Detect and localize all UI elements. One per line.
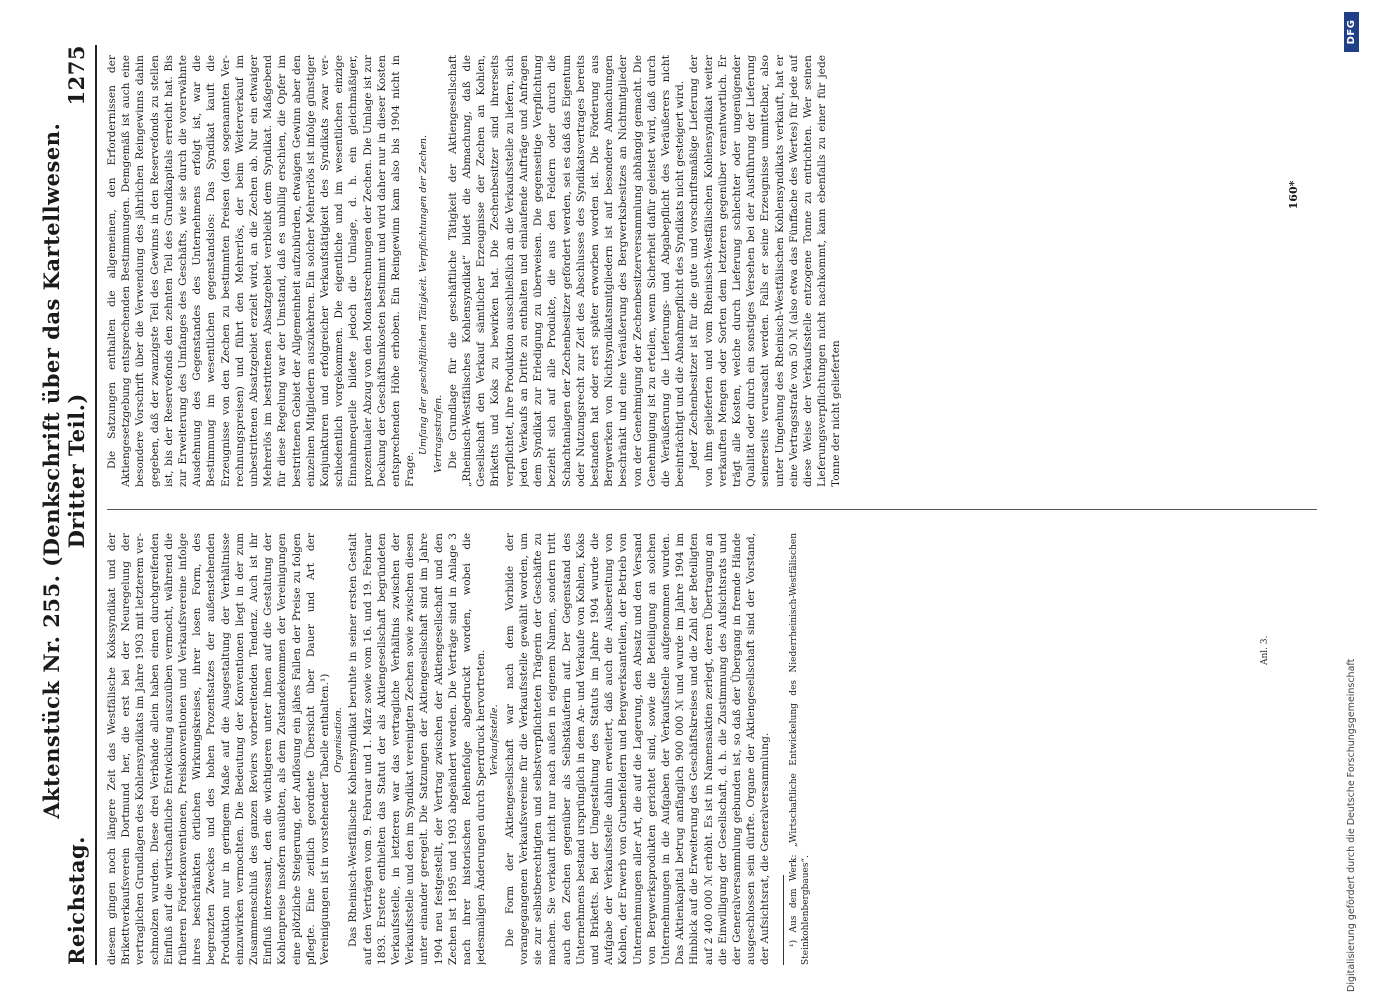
dfg-logo: DFG <box>1344 12 1359 52</box>
paragraph: Die Satzungen enthalten die allgemeinen, den Erfordernissen der Aktiengesetzgebung entsprechenden Bestimmungen. Demgemäß ist auch eine besondere Vorschrift über die Verwendung des jährlichen Reingewinns dahin gegeben, daß der zwanzigste Teil des Gewinns in den Reservefonds zu stellen ist, bis der Reservefonds den zehnten Teil des Grundkapitals erreicht hat. Bis zur Erweiterung des Umfanges des Geschäfts, wie sie durch die vorerwähnte Ausdehnung des Gegenstandes des Unternehmens erfolgt ist, war die Bestimmung im wesentlichen gegenstandslos: Das Syndikat kauft die Erzeugnisse von den Zechen zu bestimmten Preisen (den sogenannten Verrechnungspreisen) und führt den Mehrerlös, der beim Weiterverkauf im unbestrittenen Absatzgebiet erzielt wird, an die Zechen ab. Nur ein etwaiger Mehrerlös im bestrittenen Absatzgebiet verbleibt dem Syndikat. Maßgebend für diese Regelung war der Umstand, daß es unbillig erschien, die Opfer im bestrittenen Gebiet der Allgemeinheit aufzubürden, etwaigen Gewinn aber den einzelnen Mitgliedern auszukehren. Ein solcher Mehrerlös ist infolge günstiger Konjunkturen und erfolgreicher Verkaufstätigkeit des Syndikats zwar verschiedentlich vorgekommen. Die eigentliche und im wesentlichen einzige Einnahmequelle bildete jedoch die Umlage, d. h. ein gleichmäßiger, prozentualer Abzug von den Monatsrechnungen der Zechen. Die Umlage ist zur Deckung der Geschäftsunkosten bestimmt und wird daher nur in dieser Kosten entsprechenden Höhe erhoben. Ein Reingewinn kam also bis 1904 nicht in Frage. <box>106 55 417 487</box>
section-heading-verkaufsstelle: Verkaufsstelle. <box>489 704 501 776</box>
paragraph: Die Grundlage für die geschäftliche Tätigkeit der Aktiengesellschaft „Rheinisch-Westfälisches Kohlensyndikat“ bildet die Abmachung, daß die Gesellschaft den Verkauf sämtlicher Erzeugnisse der Zechen an Kohlen, Briketts und Koks zu bewirken hat. Die Zechenbesitzer sind ihrerseits verpflichtet, ihre Produktion ausschließlich an die Verkaufsstelle zu liefern, sich jeden Verkaufs an Dritte zu enthalten und einlaufende Aufträge und Anfragen dem Syndikat zur Erledigung zu überweisen. Die gegenseitige Verpflichtung bezieht sich auf alle Produkte, die aus den Feldern oder durch die Schachtanlagen der Zechenbesitzer gefördert werden, sei es daß das Eigentum oder Nutzungsrecht zur Zeit des Abschlusses des Syndikatsvertrages bereits bestanden hat oder erst später erworben worden ist. Die Förderung aus Bergwerken von Nichtsyndikatsmitgliedern ist auf besondere Abmachungen beschränkt und eine Veräußerung des Bergwerksbesitzes an Nichtmitglieder von der Genehmigung der Zechenbesitzerversammlung abhängig gemacht. Die Genehmigung ist zu erteilen, wenn Sicherheit dafür geleistet wird, daß durch die Veräußerung die Lieferungs- und Abgabepflicht des Veräußerers nicht beeinträchtigt und die Abnahmepflicht des Syndikats nicht gesteigert wird. <box>446 55 687 487</box>
page-header <box>39 45 89 965</box>
margin-note: Anl. 3. <box>1260 635 1270 665</box>
paragraph: Die Form der Aktiengesellschaft war nach dem Vorbilde der vorangegangenen Verkaufsvereine für die Verkaufsstelle gewählt worden, um sie zur selbstberechtigten und selbstverpflichteten Trägerin der Geschäfte zu machen. Sie verkauft nicht nur nach außen in eigenem Namen, sondern tritt auch den Zechen gegenüber als Selbstkäuferin auf. Der Gegenstand des Unternehmens bestand ursprünglich in dem An- und Verkaufe von Kohlen, Koks und Briketts. Bei der Umgestaltung des Statuts im Jahre 1904 wurde die Aufgabe der Verkaufsstelle dahin erweitert, daß auch die Ausbereitung von Kohlen, der Erwerb von Grubenfeldern und Bergwerksanteilen, der Betrieb von Unternehmungen aller Art, die auf die Lagerung, den Absatz und den Versand von Bergwerksprodukten gerichtet sind, sowie die Beteiligung an solchen Unternehmungen in die Aufgaben der Verkaufsstelle aufgenommen wurden. Das Aktienkapital betrug anfänglich 900 000 ℳ und wurde im Jahre 1904 im Hinblick auf die Erweiterung des Geschäftskreises und die Zahl der Beteiligten auf 2 400 000 ℳ erhöht. Es ist in Namensaktien zerlegt, deren Übertragung an die Einwilligung der Gesellschaft, d. h. die Zustimmung des Aufsichtsrats und der Generalversammlung gebunden ist, so daß der Übergang in fremde Hände ausgeschlossen sein dürfte. Organe der Aktiengesellschaft sind der Vorstand, der Aufsichtsrat, die Generalversammlung. <box>503 533 772 965</box>
paragraph: Das Rheinisch-Westfälische Kohlensyndikat beruhte in seiner ersten Gestalt auf den Verträgen vom 9. Februar und 1. März sowie vom 16. und 19. Februar 1893. Erstere enthielten das Statut der als Aktiengesellschaft begründeten Verkaufsstelle, in letzteren war das vertragliche Verhältnis zwischen der Verkaufsstelle und den im Syndikat vereinigten Zechen sowie zwischen diesen unter einander geregelt. Die Satzungen der Aktiengesellschaft sind im Jahre 1904 neu festgestellt, der Vertrag zwischen der Aktiengesellschaft und den Zechen ist 1895 und 1903 abgeändert worden. Die Verträge sind in Anlage 3 nach ihrer historischen Reihenfolge abgedruckt worden, wobei die jedesmaligen Änderungen durch Sperrdruck hervortreten. <box>347 533 488 965</box>
right-column <box>105 55 1255 487</box>
credit-text: Digitalisierung gefördert durch die Deutsche Forschungsgemeinschaft <box>1345 658 1357 992</box>
document-page <box>39 45 1355 965</box>
section-heading-umfang: Umfang der geschäftlichen Tätigkeit. Verpflichtungen der Zechen. Vertragsstrafen. <box>418 134 444 473</box>
header-left: Reichstag. <box>64 836 89 965</box>
column-divider <box>107 509 1317 510</box>
left-column <box>105 533 1255 965</box>
header-title: Aktenstück Nr. 255. (Denkschrift über das Kartellwesen. Dritter Teil.) <box>39 122 89 819</box>
page-signature: 160* <box>1287 180 1300 210</box>
header-page-number: 1275 <box>64 45 89 106</box>
footnote-rule <box>783 875 784 965</box>
paragraph: Jeder Zechenbesitzer ist für die gute und vorschriftsmäßige Lieferung der von ihm gelieferten und vom Rheinisch-Westfälischen Kohlensyndikat weiter verkauften Mengen oder Sorten dem letzteren gegenüber verantwortlich. Er trägt alle Kosten, welche durch Lieferung schlechter oder ungenügender Qualität oder durch ein sonstiges Versehen bei der Ausführung der Lieferung seinerseits verursacht werden. Falls er seine Erzeugnisse unmittelbar, also unter Umgehung des Rheinisch-Westfälischen Kohlensyndikats verkauft, hat er eine Vertragsstrafe von 50 ℳ (also etwa das Fünffache des Wertes) für jede auf diese Weise der Verkaufsstelle entzogene Tonne zu entrichten. Wer seinen Lieferungsverpflichtungen nicht nachkommt, kann ebenfalls zu einer für jede Tonne der nicht gelieferten <box>688 55 843 487</box>
footnote: ¹) Aus dem Werk: „Wirtschaftliche Entwickelung des Niederrheinisch-Westfälischen Steinkohlenbergbaues“. <box>788 533 811 965</box>
paragraph: diesem gingen noch längere Zeit das Westfälische Kokssyndikat und der Brikettverkaufsverein Dortmund her, die erst bei der Neuregelung der vertraglichen Grundlagen des Kohlensyndikats im Jahre 1903 mit letzterem verschmolzen wurden. Diese drei Verbände allein haben einen durchgreifenden Einfluß auf die wirtschaftliche Entwicklung auszuüben vermocht, während die früheren Förderkonventionen, Preiskonventionen und Verkaufsvereine infolge ihres beschränkten örtlichen Wirkungskreises, ihrer losen Form, des begrenzten Zweckes und des hohen Prozentsatzes der außenstehenden Produktion nur in geringem Maße auf die Ausgestaltung der Verhältnisse einzuwirken vermochten. Die Bedeutung der Konventionen liegt in der zum Zusammenschluß des ganzen Reviers vorbereitenden Tendenz. Auch ist ihr Einfluß interessant, den die wichtigeren unter ihnen auf die Gestaltung der Kohlenpreise insofern ausübten, als dem Zustandekommen der Vereinigungen eine plötzliche Steigerung, der Auflösung ein jähes Fallen der Preise zu folgen pflegte. Eine zeitlich geordnete Übersicht über Dauer und Art der Vereinigungen ist in vorstehender Tabelle enthalten.¹) <box>106 533 332 965</box>
digitization-credit <box>1338 12 1364 992</box>
header-rule <box>95 45 97 965</box>
section-heading-organisation: Organisation. <box>333 707 345 773</box>
